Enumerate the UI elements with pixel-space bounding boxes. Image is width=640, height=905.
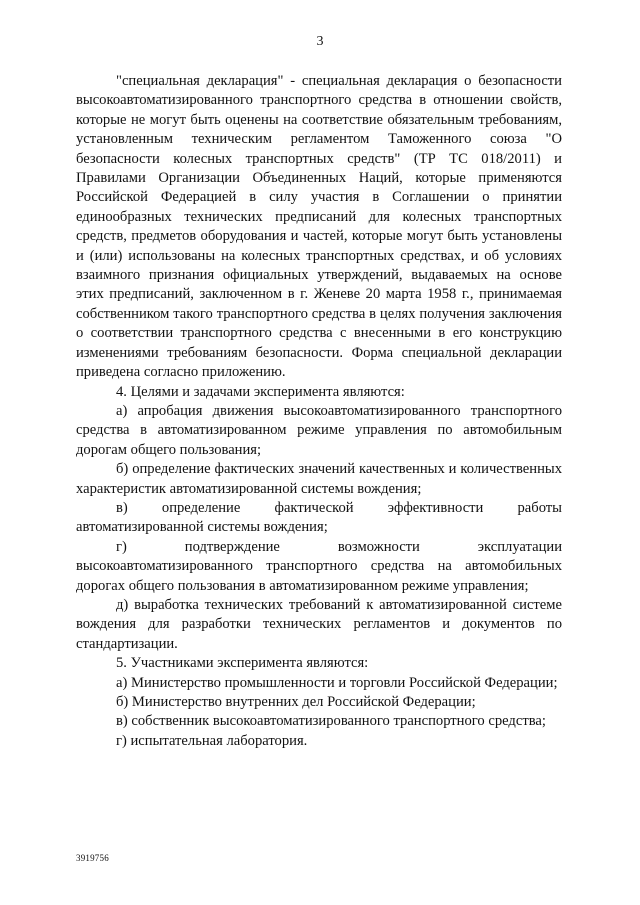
paragraph-section-4-heading: 4. Целями и задачами эксперимента являются: — [116, 383, 405, 400]
page-number: 3 — [316, 34, 324, 49]
list-item-4a: а) апробация движения высокоавтоматизированного транспортного средства в автоматизированном режиме управления по автомобильным дорогам общего пользования; — [76, 402, 562, 458]
list-item-5b: б) Министерство внутренних дел Российской Федерации; — [116, 694, 476, 710]
list-item-4c: в) определение фактической эффективности работы автоматизированной системы вождения; — [76, 499, 562, 536]
document-body — [76, 72, 562, 751]
list-item-5c: в) собственник высокоавтоматизированного транспортного средства; — [116, 713, 546, 730]
list-item-4e: д) выработка технических требований к автоматизированной системе вождения для разработки технических регламентов и документов по стандартизации. — [76, 596, 562, 652]
document-id: 3919756 — [76, 853, 109, 863]
list-item-5a: а) Министерство промышленности и торговли Российской Федерации; — [116, 674, 558, 691]
list-item-4b: б) определение фактических значений качественных и количественных характеристик автоматизированной системы вождения; — [76, 461, 562, 497]
paragraph-special-declaration-definition: "специальная декларация" - специальная декларация о безопасности высокоавтоматизированного транспортного средства в отношении свойств, которые не могут быть оценены на соответствие обязательным требованиям, установленным техническим регламентом Таможенного союза "О безопасности колесных транспортных средств" (ТР ТС 018/2011) и Правилами Организации Объединенных Наций, которые применяются Российской Федерацией в силу участия в Соглашении о принятии единообразных технических предписаний для колесных транспортных средств, предметов оборудования и частей, которые могут быть установлены и (или) использованы на колесных транспортных средствах, и об условиях взаимного признания официальных утверждений, выдаваемых на основе этих предписаний, заключенном в г. Женеве 20 марта 1958 г., принимаемая собственником такого транспортного средства в целях получения заключения о соответствии транспортного средства с внесенными в его конструкцию изменениями требованиям безопасности. Форма специальной декларации приведена согласно приложению. — [76, 73, 562, 381]
paragraph-section-5-heading: 5. Участниками эксперимента являются: — [116, 655, 369, 672]
list-item-4d: г) подтверждение возможности эксплуатации высокоавтоматизированного транспортного средства на автомобильных дорогах общего пользования в автоматизированном режиме управления; — [76, 538, 562, 594]
list-item-5d: г) испытательная лаборатория. — [116, 732, 308, 749]
